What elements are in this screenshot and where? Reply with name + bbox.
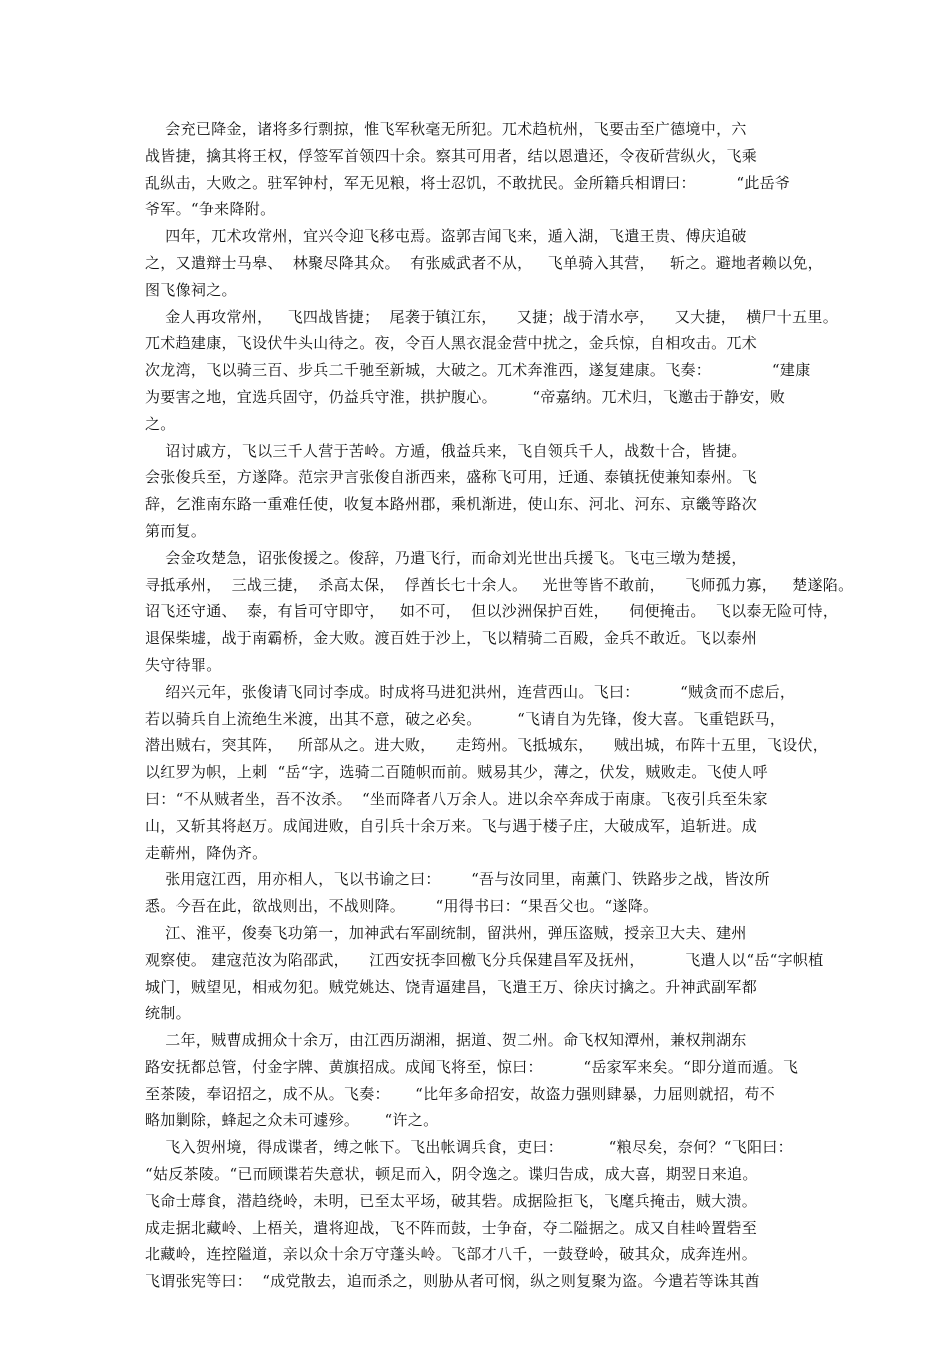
text-line: 飞入贺州境，得成谍者，缚之帐下。飞出帐调兵食，吏曰： “粮尽矣，奈何？“飞阳曰： bbox=[145, 1138, 793, 1157]
text-line: 战皆捷，擒其将王权，俘签军首领四十余。察其可用者，结以恩遣还，令夜斫营纵火，飞乘 bbox=[145, 146, 758, 165]
text-line: 悉。今吾在此，欲战则出，不战则降。 “用得书曰：“果吾父也。“遂降。 bbox=[145, 897, 659, 916]
text-line: 城门，贼望见，相戒勿犯。贼党姚达、饶青逼建昌，飞遣王万、徐庆讨擒之。升神武副军都 bbox=[145, 977, 758, 996]
text-line: 乱纵击，大败之。驻军钟村，军无见粮，将士忍饥，不敢扰民。金所籍兵相谓曰： “此岳爷 bbox=[145, 173, 791, 192]
text-line: 为要害之地，宜选兵固守，仍益兵守淮，拱护腹心。 “帝嘉纳。兀术归，飞邀击于静安，败 bbox=[145, 387, 786, 406]
text-line: 会金攻楚急，诏张俊援之。俊辞，乃遣飞行，而命刘光世出兵援飞。飞屯三墩为楚援， bbox=[145, 548, 747, 567]
text-line: 二年，贼曹成拥众十余万，由江西历湖湘，据道、贺二州。命飞权知潭州，兼权荆湖东 bbox=[145, 1031, 747, 1050]
text-line: 观察使。 建寇范汝为陷邵武， 江西安抚李回檄飞分兵保建昌军及抚州， 飞遣人以“岳“字帜植 bbox=[145, 950, 824, 969]
text-line: 第而复。 bbox=[145, 521, 207, 540]
text-line: “姑反茶陵。“已而顾谍若失意状，顿足而入，阴令逸之。谍归告成，成大喜，期翌日来追。 bbox=[145, 1165, 758, 1184]
text-line: 北藏岭，连控隘道，亲以众十余万守蓬头岭。飞部才八千，一鼓登岭，破其众，成奔连州。 bbox=[145, 1245, 758, 1264]
text-line: 诏讨戚方，飞以三千人营于苦岭。方遁，俄益兵来，飞自领兵千人，战数十合，皆捷。 bbox=[145, 441, 747, 460]
text-line: 退保柴墟，战于南霸桥，金大败。渡百姓于沙上，飞以精骑二百殿，金兵不敢近。飞以泰州 bbox=[145, 629, 758, 648]
text-line: 失守待罪。 bbox=[145, 655, 222, 674]
text-line: 统制。 bbox=[145, 1004, 191, 1023]
text-line: 金人再攻常州， 飞四战皆捷； 尾袭于镇江东， 又捷；战于清水亭， 又大捷， 横尸十五里。 bbox=[145, 307, 838, 326]
text-line: 略加剿除，蜂起之众未可遽殄。 “许之。 bbox=[145, 1111, 439, 1130]
text-line: 路安抚都总管，付金字牌、黄旗招成。成闻飞将至，惊曰： “岳家军来矣。“即分道而遁。飞 bbox=[145, 1057, 799, 1076]
text-line: 若以骑兵自上流绝生米渡，出其不意，破之必矣。 “飞请自为先锋，俊大喜。飞重铠跃马， bbox=[145, 709, 786, 728]
text-line: 兀术趋建康，飞设伏牛头山待之。夜，令百人黑衣混金营中扰之，金兵惊，自相攻击。兀术 bbox=[145, 334, 758, 353]
text-line: 寻抵承州， 三战三捷， 杀高太保， 俘酋长七十余人。 光世等皆不敢前， 飞师孤力寡， 楚遂陷。 bbox=[145, 575, 854, 594]
text-line: 辞，乞淮南东路一重难任使，收复本路州郡，乘机渐进，使山东、河北、河东、京畿等路次 bbox=[145, 495, 758, 514]
text-line: 张用寇江西，用亦相人，飞以书谕之曰： “吾与汝同里，南薰门、铁路步之战，皆汝所 bbox=[145, 870, 770, 889]
text-line: 成走据北藏岭、上梧关，遣将迎战，飞不阵而鼓，士争奋，夺二隘据之。成又自桂岭置砦至 bbox=[145, 1218, 758, 1237]
text-line: 江、淮平，俊奏飞功第一，加神武右军副统制，留洪州，弹压盗贼，授亲卫大夫、建州 bbox=[145, 923, 747, 942]
text-line: 山，又斩其将赵万。成闻进败，自引兵十余万来。飞与遇于楼子庄，大破成军，追斩进。成 bbox=[145, 816, 758, 835]
text-line: 会充已降金，诸将多行剽掠，惟飞军秋毫无所犯。兀术趋杭州，飞要击至广德境中，六 bbox=[145, 120, 747, 138]
text-line: 飞命士蓐食，潜趋绕岭，未明，已至太平场，破其砦。成据险拒飞，飞麾兵掩击，贼大溃。 bbox=[145, 1191, 758, 1210]
body-text bbox=[145, 116, 854, 1295]
text-line: 诏飞还守通、 泰，有旨可守即守， 如不可， 但以沙洲保护百姓， 伺便掩击。 飞以泰无险可恃， bbox=[145, 602, 839, 621]
text-line: 会张俊兵至，方遂降。范宗尹言张俊自浙西来，盛称飞可用，迁通、泰镇抚使兼知泰州。飞 bbox=[145, 468, 758, 487]
text-line: 潜出贼右，突其阵， 所部从之。进大败， 走筠州。飞抵城东， 贼出城，布阵十五里，飞设伏， bbox=[145, 736, 829, 755]
text-line: 曰：“不从贼者坐，吾不汝杀。 “坐而降者八万余人。进以余卒奔成于南康。飞夜引兵至朱家 bbox=[145, 789, 768, 808]
text-line: 以红罗为帜，上刺 “岳“字，选骑二百随帜而前。贼易其少，薄之，伏发，贼败走。飞使人呼 bbox=[145, 763, 768, 782]
text-line: 之，又遣辩士马皋、 林聚尽降其众。 有张威武者不从， 飞单骑入其营， 斩之。避地者赖以免， bbox=[145, 253, 823, 272]
text-line: 爷军。“争来降附。 bbox=[145, 200, 276, 219]
text-line: 走蕲州，降伪齐。 bbox=[145, 843, 268, 862]
text-line: 飞谓张宪等曰： “成党散去，追而杀之，则胁从者可悯，纵之则复聚为盗。今遣若等诛其酋 bbox=[145, 1272, 760, 1291]
text-line: 图飞像祠之。 bbox=[145, 280, 237, 299]
text-line: 次龙湾，飞以骑三百、步兵二千驰至新城，大破之。兀术奔淮西，遂复建康。飞奏： “建康 bbox=[145, 361, 811, 380]
text-line: 绍兴元年，张俊请飞同讨李成。时成将马进犯洪州，连营西山。飞曰： “贼贪而不虑后， bbox=[145, 682, 796, 701]
text-line: 之。 bbox=[145, 414, 176, 433]
text-line: 四年，兀术攻常州，宜兴令迎飞移屯焉。盗郭吉闻飞来，遁入湖，飞遣王贵、傅庆追破 bbox=[145, 227, 747, 246]
text-line: 至茶陵，奉诏招之，成不从。飞奏： “比年多命招安，故盗力强则肆暴，力屈则就招，苟不 bbox=[145, 1084, 776, 1103]
